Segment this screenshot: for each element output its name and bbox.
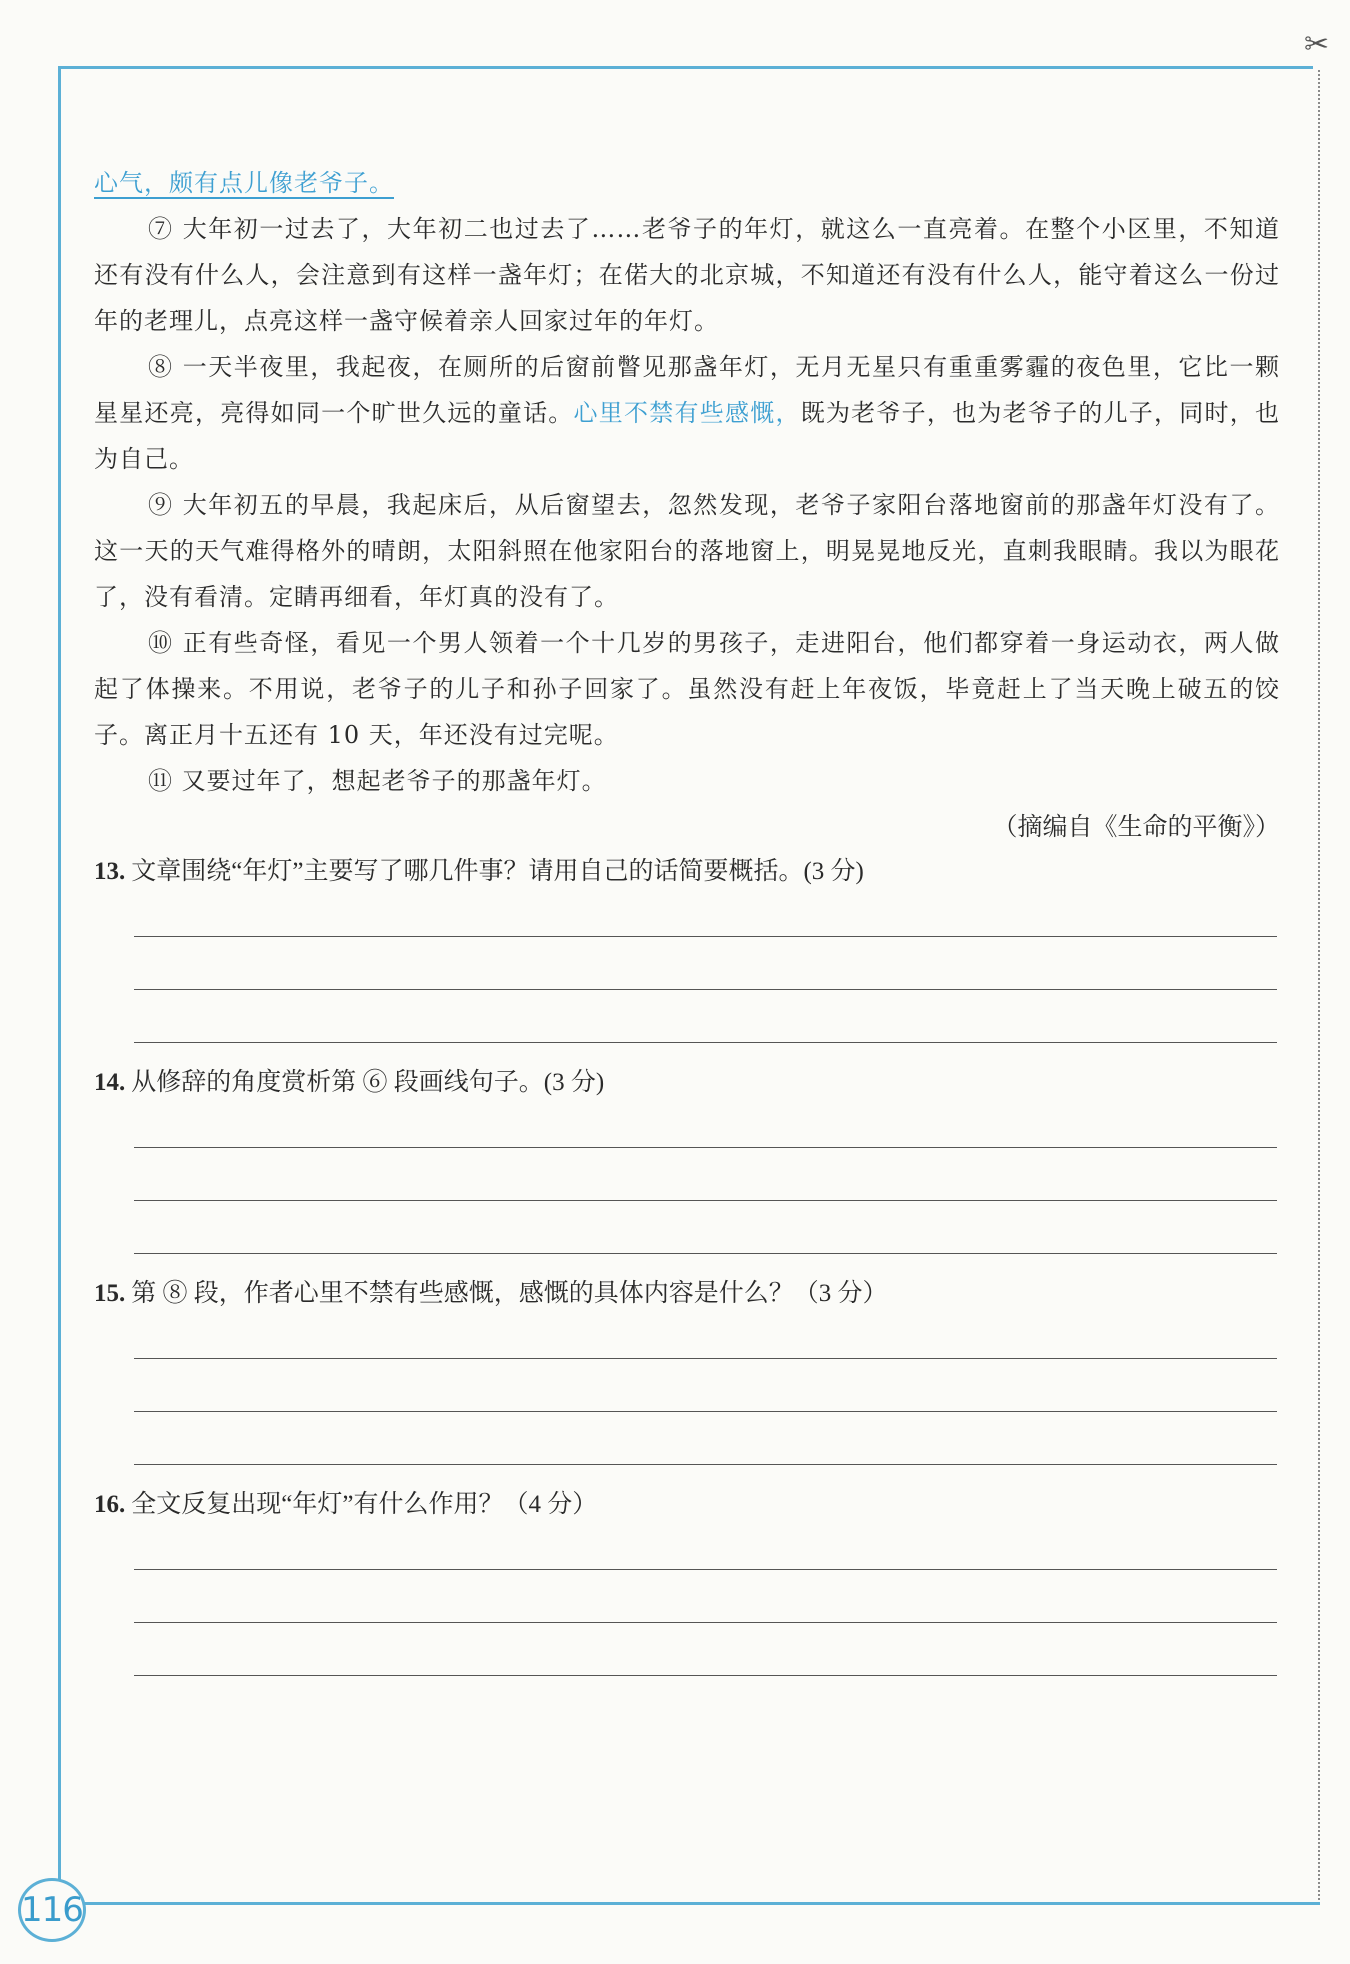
answer-lines[interactable]	[134, 1328, 1280, 1465]
answer-line[interactable]	[134, 1148, 1277, 1201]
source-citation: （摘编自《生命的平衡》）	[992, 812, 1280, 841]
answer-line[interactable]	[134, 990, 1277, 1043]
paragraph-11: ⑪ 又要过年了，想起老爷子的那盏年灯。	[148, 767, 607, 795]
paragraph-8: ⑧ 一天半夜里，我起夜，在厕所的后窗前瞥见那盏年灯，无月无星只有重重雾霾的夜色里，它比一颗星星还亮，亮得如同一个旷世久远的童话。心里不禁有些感慨，既为老爷子，也为老爷子的儿子，同时，也为自己。	[94, 353, 1281, 473]
answer-line[interactable]	[134, 1117, 1277, 1148]
answer-line[interactable]	[134, 1570, 1277, 1623]
answer-line[interactable]	[134, 1201, 1277, 1254]
paragraph-6-tail: 心气，颇有点儿像老爷子。	[94, 169, 394, 197]
question-text: 文章围绕“年灯”主要写了哪几件事？请用自己的话简要概括。(3 分)	[131, 858, 864, 885]
answer-lines[interactable]	[134, 1117, 1280, 1254]
frame-bottom-border	[80, 1902, 1320, 1905]
page-number-badge: 116	[18, 1878, 86, 1942]
question-number: 15.	[94, 1280, 126, 1307]
answer-line[interactable]	[134, 1539, 1277, 1570]
answer-line[interactable]	[134, 1623, 1277, 1676]
question-number: 14.	[94, 1069, 126, 1096]
frame-top-border	[58, 66, 1313, 69]
scissors-icon: ✂	[1304, 27, 1330, 62]
question-number: 16.	[94, 1491, 126, 1518]
paragraph-7: ⑦ 大年初一过去了，大年初二也过去了……老爷子的年灯，就这么一直亮着。在整个小区里，不知道还有没有什么人，会注意到有这样一盏年灯；在偌大的北京城，不知道还有没有什么人，能守着这么一份过年的老理儿，点亮这样一盏守候着亲人回家过年的年灯。	[94, 215, 1280, 335]
question-text: 全文反复出现“年灯”有什么作用？（4 分）	[131, 1491, 598, 1518]
question-text: 第 ⑧ 段，作者心里不禁有些感慨，感慨的具体内容是什么？（3 分）	[131, 1280, 888, 1307]
question-15	[94, 1272, 1280, 1465]
highlighted-phrase: 心里不禁有些感慨，	[573, 399, 801, 427]
question-text: 从修辞的角度赏析第 ⑥ 段画线句子。(3 分)	[131, 1069, 605, 1096]
worksheet-content	[94, 160, 1280, 1694]
paragraph-9: ⑨ 大年初五的早晨，我起床后，从后窗望去，忽然发现，老爷子家阳台落地窗前的那盏年灯没有了。这一天的天气难得格外的晴朗，太阳斜照在他家阳台的落地窗上，明晃晃地反光，直刺我眼睛。我以为眼花了，没有看清。定睛再细看，年灯真的没有了。	[94, 491, 1280, 611]
frame-left-border	[58, 66, 61, 1896]
answer-line[interactable]	[134, 906, 1277, 937]
question-14	[94, 1061, 1280, 1254]
answer-line[interactable]	[134, 1359, 1277, 1412]
question-number: 13.	[94, 858, 126, 885]
answer-lines[interactable]	[134, 906, 1280, 1043]
paragraph-10: ⑩ 正有些奇怪，看见一个男人领着一个十几岁的男孩子，走进阳台，他们都穿着一身运动衣，两人做起了体操来。不用说，老爷子的儿子和孙子回家了。虽然没有赶上年夜饭，毕竟赶上了当天晚上破五的饺子。离正月十五还有 10 天，年还没有过完呢。	[94, 629, 1280, 749]
cut-line	[1318, 70, 1320, 1900]
answer-line[interactable]	[134, 1328, 1277, 1359]
question-13	[94, 850, 1280, 1043]
answer-lines[interactable]	[134, 1539, 1280, 1676]
answer-line[interactable]	[134, 937, 1277, 990]
question-16	[94, 1483, 1280, 1676]
answer-line[interactable]	[134, 1412, 1277, 1465]
